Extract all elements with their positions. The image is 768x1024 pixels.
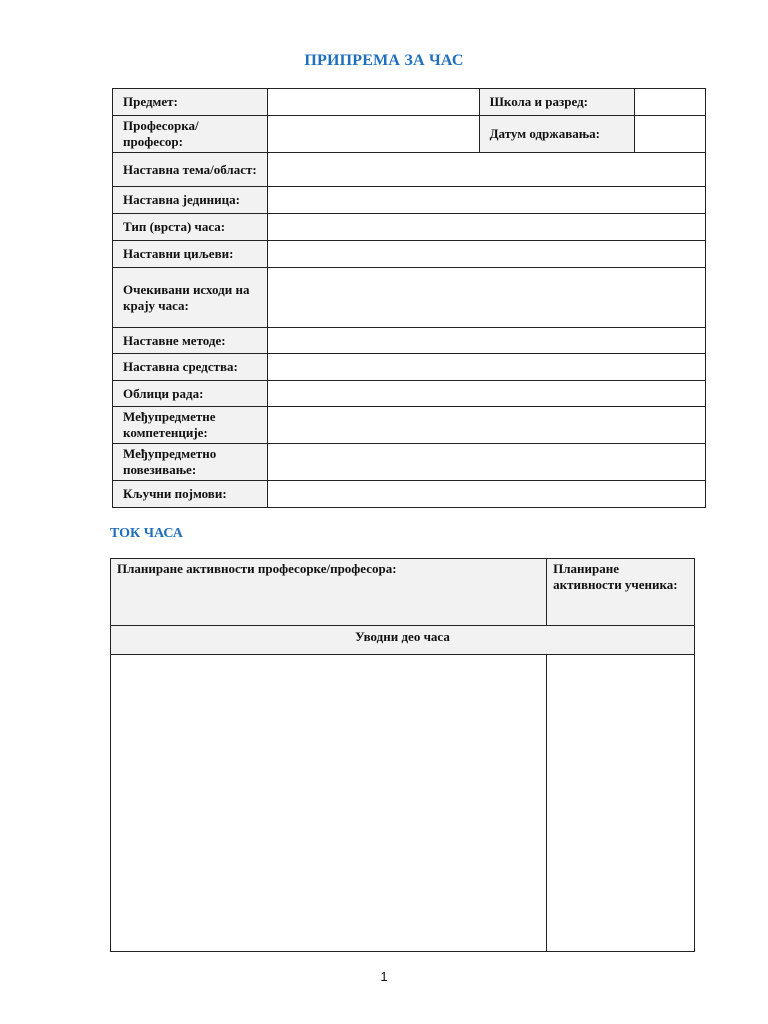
intro-section-header: Уводни део часа xyxy=(111,626,695,655)
section-title: ТОК ЧАСА xyxy=(110,526,183,541)
school-grade-label: Школа и разред: xyxy=(479,89,634,116)
row-label: Тип (врста) часа: xyxy=(113,214,268,241)
school-grade-cell[interactable] xyxy=(634,89,705,116)
row-value[interactable] xyxy=(268,381,706,407)
lesson-flow-table xyxy=(110,558,695,952)
row-label: Међупредметне компетенције: xyxy=(113,407,268,444)
teacher-activities-header: Планиране активности професорке/професора: xyxy=(111,559,547,626)
row-label: Међупредметно повезивање: xyxy=(113,444,268,481)
teacher-label: Професорка/ професор: xyxy=(113,116,268,153)
row-label: Кључни појмови: xyxy=(113,481,268,508)
row-label: Наставне методе: xyxy=(113,328,268,354)
row-value[interactable] xyxy=(268,328,706,354)
row-value[interactable] xyxy=(268,241,706,268)
student-activities-header: Планиране активности ученика: xyxy=(547,559,695,626)
row-value[interactable] xyxy=(268,214,706,241)
row-label: Наставни циљеви: xyxy=(113,241,268,268)
row-value[interactable] xyxy=(268,354,706,381)
page-number: 1 xyxy=(380,969,388,984)
row-value[interactable] xyxy=(268,481,706,508)
date-label: Датум одржавања: xyxy=(479,116,634,153)
row-value[interactable] xyxy=(268,153,706,187)
date-cell[interactable] xyxy=(634,116,705,153)
row-label: Наставна јединица: xyxy=(113,187,268,214)
row-label: Наставна тема/област: xyxy=(113,153,268,187)
teacher-activities-cell[interactable] xyxy=(111,655,547,952)
student-activities-cell[interactable] xyxy=(547,655,695,952)
row-value[interactable] xyxy=(268,444,706,481)
row-value[interactable] xyxy=(268,268,706,328)
row-label: Очекивани исходи на крају часа: xyxy=(113,268,268,328)
row-value[interactable] xyxy=(268,407,706,444)
page-title: ПРИПРЕМА ЗА ЧАС xyxy=(304,52,464,69)
teacher-cell[interactable] xyxy=(268,116,479,153)
row-value[interactable] xyxy=(268,187,706,214)
subject-cell[interactable] xyxy=(268,89,479,116)
row-label: Наставна средства: xyxy=(113,354,268,381)
subject-label: Предмет: xyxy=(113,89,268,116)
lesson-info-table xyxy=(112,88,706,508)
row-label: Облици рада: xyxy=(113,381,268,407)
